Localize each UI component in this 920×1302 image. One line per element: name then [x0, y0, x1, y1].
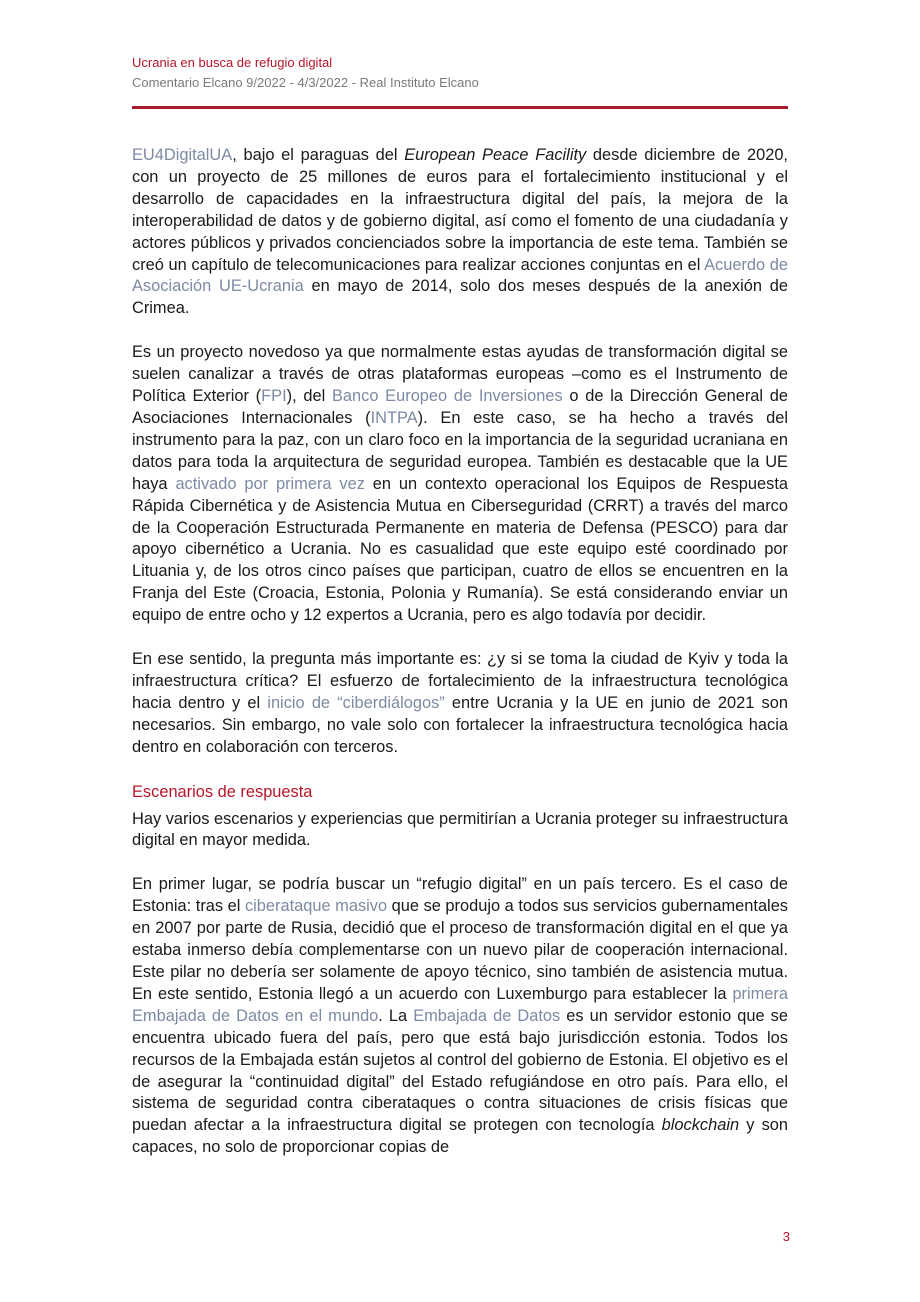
paragraph-5 — [132, 874, 788, 1159]
link-banco-europeo[interactable]: Banco Europeo de Inversiones — [331, 387, 563, 406]
text-italic: blockchain — [661, 1116, 740, 1135]
text: ), del — [286, 387, 332, 406]
link-primera-embajada[interactable]: primera Embajada de Datos en el mundo — [132, 984, 788, 1025]
paragraph-2 — [132, 342, 788, 627]
paragraph-1 — [132, 145, 788, 320]
text: en mayo de 2014, solo dos meses después de la anexión de Crimea. — [132, 277, 788, 318]
text: ). En este caso, se ha hecho a través del instrumento para la paz, con un claro foco en la importancia de la seguridad ucraniana en datos para toda la arquitectura de seguridad europea. También es destacable que la UE haya — [132, 408, 789, 493]
text: entre Ucrania y la UE en junio de 2021 son necesarios. Sin embargo, no vale solo con fortalecer la infraestructura tecnológica hacia dentro en colaboración con terceros. — [132, 693, 788, 756]
link-embajada-datos[interactable]: Embajada de Datos — [413, 1006, 561, 1025]
link-eu4digitalua[interactable]: EU4DigitalUA — [132, 146, 233, 164]
header-subtitle: Comentario Elcano 9/2022 - 4/3/2022 - Real Instituto Elcano — [132, 75, 479, 90]
text: o de la Dirección General de Asociaciones Internacionales ( — [132, 387, 788, 427]
link-ciberdialogos[interactable]: inicio de “ciberdiálogos” — [267, 693, 445, 712]
link-fpi[interactable]: FPI — [261, 387, 287, 406]
link-activado[interactable]: activado por primera vez — [175, 474, 365, 493]
page-number: 3 — [782, 1229, 790, 1244]
section-heading: Escenarios de respuesta — [132, 782, 313, 801]
text: desde diciembre de 2020, con un proyecto de 25 millones de euros para el fortalecimiento institucional y el desarrollo de capacidades en la infraestructura digital del país, la mejora de la interoperabilidad de datos y de gobierno digital, así como el fomento de una ciudadanía y actores públicos y privados concienciados sobre la importancia de este tema. También se creó un capítulo de telecomunicaciones para realizar acciones conjuntas en el — [132, 146, 788, 274]
text: En ese sentido, la pregunta más importante es: ¿y si se toma la ciudad de Kyiv y toda la infraestructura crítica? El esfuerzo de fortalecimiento de la infraestructura tecnológica hacia dentro y el — [132, 650, 788, 712]
paragraph-4: Hay varios escenarios y experiencias que permitirían a Ucrania proteger su infraestructura digital en mayor medida. — [132, 809, 788, 850]
text: bajo el paraguas del — [236, 146, 405, 164]
text: . La — [378, 1006, 414, 1025]
text: es un servidor estonio que se encuentra ubicado fuera del país, pero que está bajo jurisdicción estonia. Todos los recursos de la Embajada están sujetos al control del gobierno de Estonia. El objetivo es el de asegurar la “continuidad digital” del Estado refugiándose en otro país. Para ello, el sistema de seguridad contra ciberataques o contra situaciones de crisis físicas que puedan afectar a la infraestructura digital se protegen con tecnología — [132, 1006, 788, 1135]
comma: , — [232, 146, 237, 164]
running-header — [132, 54, 792, 92]
link-acuerdo-asociacion[interactable]: Acuerdo de Asociación UE-Ucrania — [132, 255, 788, 296]
text: en un contexto operacional los Equipos de Respuesta Rápida Cibernética y de Asistencia Mutua en Ciberseguridad (CRRT) a través del marco de la Cooperación Estructurada Permanente en materia de Defensa (PESCO) para dar apoyo cibernético a Ucrania. No es casualidad que este equipo esté coordinado por Lituania y, de los otros cinco países que participan, cuatro de ellos se encuentren en la Franja del Este (Croacia, Estonia, Polonia y Rumanía). Se está considerando enviar un equipo de entre ocho y 12 expertos a Ucrania, pero es algo todavía por decidir. — [132, 474, 788, 625]
text: y son capaces, no solo de proporcionar copias de — [132, 1116, 788, 1157]
text: En primer lugar, se podría buscar un “refugio digital” en un país tercero. Es el caso de Estonia: tras el — [132, 875, 788, 916]
link-ciberataque[interactable]: ciberataque masivo — [244, 897, 388, 916]
text: Es un proyecto novedoso ya que normalmente estas ayudas de transformación digital se suelen canalizar a través de otras plataformas europeas –como es el Instrumento de Política Exterior ( — [132, 343, 788, 406]
link-intpa[interactable]: INTPA — [370, 408, 418, 427]
header-title: Ucrania en busca de refugio digital — [132, 55, 333, 70]
text: que se produjo a todos sus servicios gubernamentales en 2007 por parte de Rusia, decidió que el proceso de transformación digital en el que ya estaba inmerso debía complementarse con un nuevo pilar de cooperación internacional. Este pilar no debería ser solamente de apoyo técnico, sino también de asistencia mutua. En este sentido, Estonia llegó a un acuerdo con Luxemburgo para establecer la — [132, 897, 789, 1003]
header-divider — [132, 106, 788, 109]
text-italic: European Peace Facility — [404, 146, 587, 164]
article-body — [132, 145, 788, 1159]
paragraph-3 — [132, 649, 788, 759]
